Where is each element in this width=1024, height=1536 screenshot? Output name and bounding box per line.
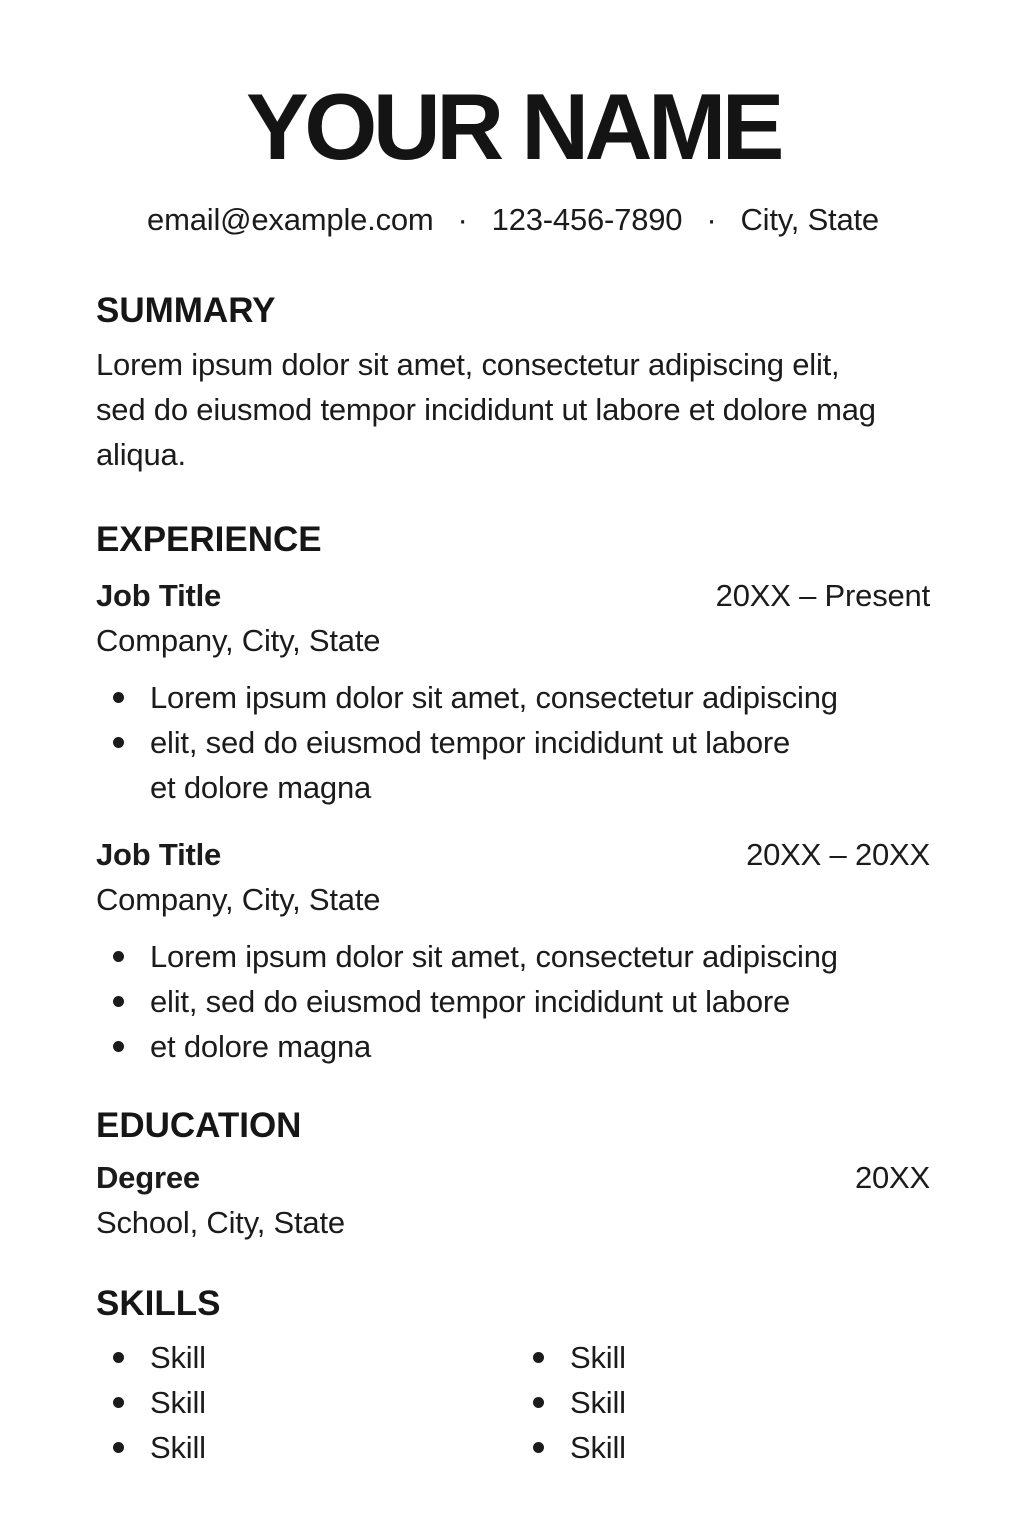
section-title-experience: EXPERIENCE xyxy=(96,520,322,559)
skills-column xyxy=(96,1335,516,1470)
resume-name: YOUR NAME xyxy=(246,74,780,179)
bullet-item xyxy=(96,934,930,979)
contact-row xyxy=(96,202,930,238)
skills-columns xyxy=(96,1323,930,1470)
summary-line: sed do eiusmod tempor incididunt ut labore et dolore mag xyxy=(96,392,876,427)
experience-entry xyxy=(96,573,930,810)
summary-section xyxy=(96,292,930,477)
job-header xyxy=(96,832,930,877)
bullet-item xyxy=(96,1024,930,1069)
skill-item: Skill xyxy=(96,1380,516,1425)
job-company: Company, City, State xyxy=(96,623,381,658)
bullet-line: et dolore magna xyxy=(150,1029,372,1064)
contact-email: email@example.com xyxy=(147,202,434,237)
job-dates: 20XX – Present xyxy=(715,578,930,613)
skills-column xyxy=(516,1335,930,1470)
job-title: Job Title xyxy=(96,837,222,872)
skills-section xyxy=(96,1285,930,1470)
skill-item: Skill xyxy=(516,1380,930,1425)
bullet-item xyxy=(96,979,930,1024)
bullet-item xyxy=(96,675,930,720)
bullet-line: elit, sed do eiusmod tempor incididunt ut labore xyxy=(150,984,791,1019)
bullet-line: Lorem ipsum dolor sit amet, consectetur adipiscing xyxy=(150,939,838,974)
job-header xyxy=(96,573,930,618)
contact-separator-dot: · xyxy=(457,202,468,237)
skill-item: Skill xyxy=(96,1425,516,1470)
contact-separator-dot: · xyxy=(706,202,717,237)
job-title: Job Title xyxy=(96,578,222,613)
bullet-item xyxy=(96,720,930,810)
job-bullet-list xyxy=(96,934,930,1069)
summary-text xyxy=(96,342,930,477)
resume-page xyxy=(0,74,1024,1536)
education-section xyxy=(96,1107,930,1245)
job-company: Company, City, State xyxy=(96,882,381,917)
bullet-line: elit, sed do eiusmod tempor incididunt ut labore xyxy=(150,725,791,760)
contact-location: City, State xyxy=(740,202,879,237)
experience-entry xyxy=(96,832,930,1069)
section-title-skills: SKILLS xyxy=(96,1284,221,1323)
section-title-summary: SUMMARY xyxy=(96,291,276,330)
skill-item: Skill xyxy=(516,1335,930,1380)
degree-name: Degree xyxy=(96,1160,200,1195)
skill-item: Skill xyxy=(516,1425,930,1470)
bullet-line: Lorem ipsum dolor sit amet, consectetur adipiscing xyxy=(150,680,838,715)
contact-phone: 123-456-7890 xyxy=(491,202,683,237)
degree-year: 20XX xyxy=(854,1160,930,1195)
summary-line: Lorem ipsum dolor sit amet, consectetur adipiscing elit, xyxy=(96,347,840,382)
bullet-line: et dolore magna xyxy=(150,770,372,805)
education-header xyxy=(96,1155,930,1200)
skill-item: Skill xyxy=(96,1335,516,1380)
job-bullet-list xyxy=(96,675,930,810)
job-dates: 20XX – 20XX xyxy=(746,837,930,872)
summary-line: aliqua. xyxy=(96,437,186,472)
section-title-education: EDUCATION xyxy=(96,1106,302,1145)
experience-section xyxy=(96,521,930,1069)
school-name: School, City, State xyxy=(96,1205,345,1240)
